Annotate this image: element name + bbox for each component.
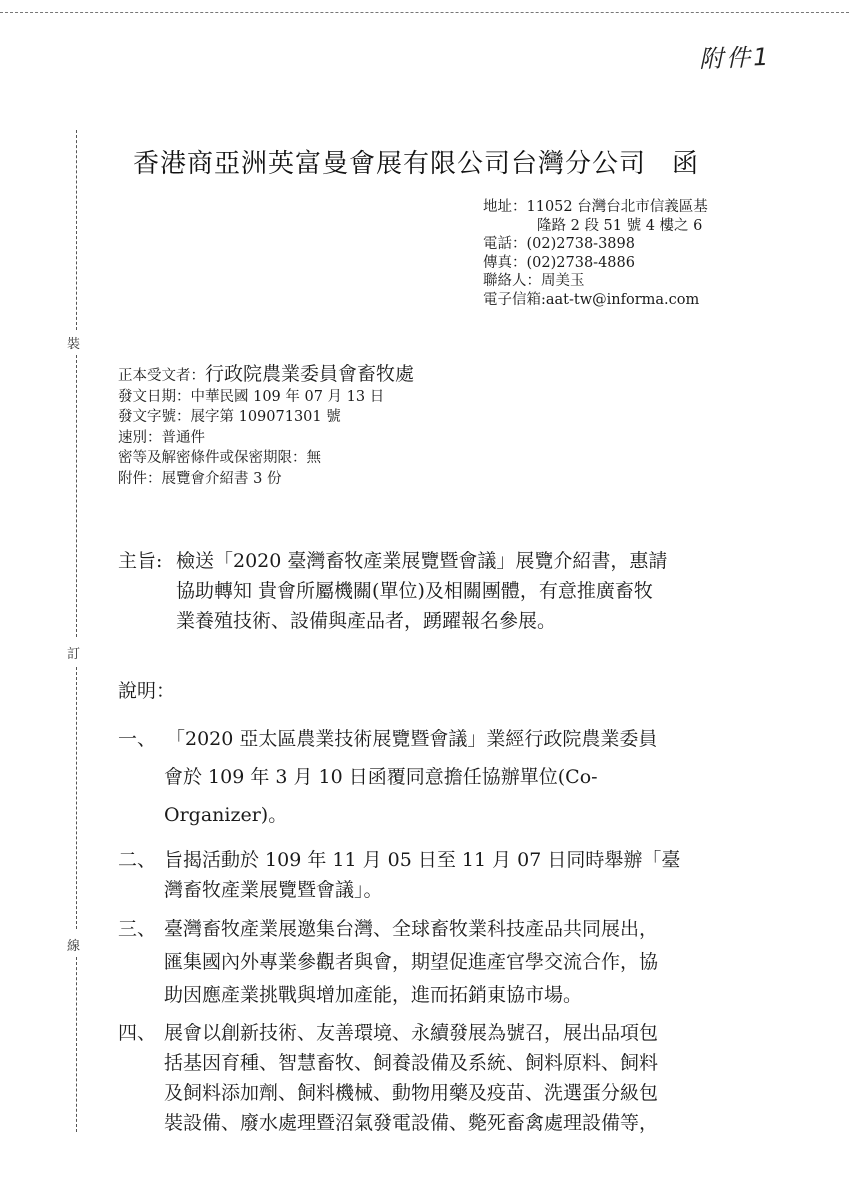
recipient-label: 正本受文者： <box>118 368 205 384</box>
phone-line: 電話：(02)2738-3898 <box>483 236 635 252</box>
explanation-item-4 <box>118 1018 758 1138</box>
item-line: 裝設備、廢水處理暨沼氣發電設備、斃死畜禽處理設備等， <box>164 1112 659 1134</box>
document-number-line: 發文字號：展字第 109071301 號 <box>118 409 341 425</box>
item-line: 灣畜牧產業展覽暨會議」。 <box>164 879 383 901</box>
item-number: 一、 <box>118 728 157 750</box>
item-line: 匯集國內外專業參觀者與會，期望促進產官學交流合作，協 <box>164 951 659 973</box>
binding-line-segment <box>76 355 77 637</box>
security-line: 密等及解密條件或保密期限：無 <box>118 450 321 466</box>
subject-line: 協助轉知 貴會所屬機關(單位)及相關團體，有意推廣畜牧 <box>176 580 653 602</box>
contact-block <box>483 198 708 309</box>
item-line: 「2020 亞太區農業技術展覽暨會議」業經行政院農業委員 <box>166 728 658 750</box>
address-line-1: 地址：11052 台灣台北市信義區基 <box>483 199 708 215</box>
binding-line-segment <box>76 957 77 1132</box>
binding-line-segment <box>76 130 77 330</box>
binding-mark-zhuang: 裝 <box>67 337 81 352</box>
subject-line: 檢送「2020 臺灣畜牧產業展覽暨會議」展覽介紹書，惠請 <box>176 550 668 572</box>
item-line: Organizer)。 <box>164 804 288 826</box>
item-line: 括基因育種、智慧畜牧、飼養設備及系統、飼料原料、飼料 <box>164 1052 659 1074</box>
address-line-2: 隆路 2 段 51 號 4 樓之 6 <box>537 217 703 234</box>
item-line: 臺灣畜牧產業展邀集台灣、全球畜牧業科技產品共同展出， <box>164 918 659 940</box>
sender-title <box>133 143 699 180</box>
document-meta <box>118 364 414 489</box>
explanation-item-1 <box>118 720 758 834</box>
explanation-item-3 <box>118 913 758 1012</box>
sender-name: 香港商亞洲英富曼會展有限公司台灣分公司 <box>133 149 647 179</box>
attachment-line: 附件：展覽會介紹書 3 份 <box>118 470 282 487</box>
item-line: 會於 109 年 3 月 10 日函覆同意擔任協辦單位(Co- <box>164 766 598 788</box>
item-line: 及飼料添加劑、飼料機械、動物用藥及疫苗、洗選蛋分級包 <box>164 1082 659 1104</box>
fax-line: 傳真：(02)2738-4886 <box>483 254 635 271</box>
explanation-heading: 說明： <box>118 680 176 702</box>
explanation-item-2 <box>118 845 758 905</box>
item-number: 四、 <box>118 1022 157 1044</box>
email-line: 電子信箱:aat-tw@informa.com <box>483 291 700 308</box>
item-line: 展會以創新技術、友善環境、永續發展為號召，展出品項包 <box>164 1022 659 1044</box>
subject-section <box>118 546 758 636</box>
binding-mark-xian: 線 <box>67 939 81 954</box>
item-line: 旨揭活動於 109 年 11 月 05 日至 11 月 07 日同時舉辦「臺 <box>164 849 681 871</box>
recipient-line <box>118 364 414 387</box>
binding-line-segment <box>76 667 77 929</box>
speed-line: 速別：普通件 <box>118 429 205 446</box>
recipient-name: 行政院農業委員會畜牧處 <box>205 363 415 385</box>
item-line: 助因應產業挑戰與增加產能，進而拓銷東協市場。 <box>164 984 583 1006</box>
attachment-annotation: 附件1 <box>698 42 772 74</box>
contact-person-line: 聯絡人：周美玉 <box>483 273 585 289</box>
subject-line: 業養殖技術、設備與產品者，踴躍報名參展。 <box>176 610 557 632</box>
document-type: 函 <box>672 149 700 179</box>
subject-label: 主旨: <box>118 550 163 572</box>
item-number: 三、 <box>118 918 157 940</box>
issue-date-line: 發文日期：中華民國 109 年 07 月 13 日 <box>118 388 385 405</box>
binding-mark-ding: 訂 <box>67 647 81 662</box>
item-number: 二、 <box>118 849 157 871</box>
page-top-border <box>0 12 849 13</box>
